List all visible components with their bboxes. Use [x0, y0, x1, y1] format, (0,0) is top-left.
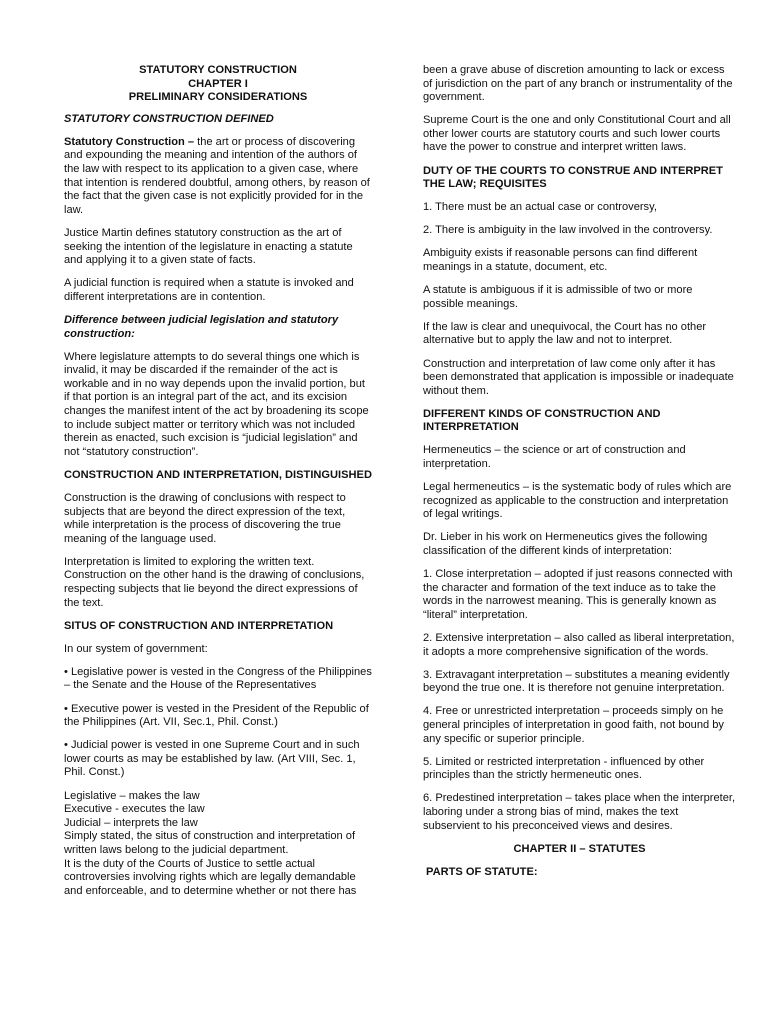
heading-parts-of-statute: PARTS OF STATUTE:: [426, 865, 538, 878]
line-executive: Executive - executes the law: [64, 803, 205, 816]
kind-6: 6. Predestined interpretation – takes place when the interpreter, laboring under a strong bias of mind, makes the text subservient to his preconceived views and desires.: [423, 792, 736, 832]
heading-situs: SITUS OF CONSTRUCTION AND INTERPRETATION: [64, 619, 334, 632]
kind-3: 3. Extravagant interpretation – substitutes a meaning evidently beyond the true one. It is therefore not genuine interpretation.: [423, 668, 730, 695]
line-judicial: Judicial – interprets the law: [64, 816, 198, 829]
kind-5: 5. Limited or restricted interpretation - influenced by other principles than the strictly hermeneutic ones.: [423, 755, 705, 782]
paragraph-legal-hermeneutics: Legal hermeneutics – is the systematic body of rules which are recognized as applicable to the construction and interpretation of legal writings.: [423, 481, 732, 521]
bullet-legislative: • Legislative power is vested in the Congress of the Philippines – the Senate and the House of the Representatives: [64, 665, 372, 692]
paragraph-simply-stated: Simply stated, the situs of construction and interpretation of written laws belong to the judicial department.: [64, 830, 356, 856]
kind-4: 4. Free or unrestricted interpretation – proceeds simply on he general principles of interpretation in good faith, not bound by any specific or superior principle.: [423, 705, 724, 745]
title-line-2: CHAPTER I: [188, 77, 248, 90]
heading-kinds: DIFFERENT KINDS OF CONSTRUCTION AND INTERPRETATION: [423, 407, 661, 434]
paragraph-duty-of-courts: It is the duty of the Courts of Justice to settle actual controversies involving rights which are legally demandable and enforceable, and to determine whether or not there has: [64, 857, 357, 897]
chapter-2-heading: CHAPTER II – STATUTES: [513, 842, 646, 855]
paragraph-judicial-function: A judicial function is required when a statute is invoked and different interpretations are in contention.: [64, 277, 354, 303]
kind-1: 1. Close interpretation – adopted if just reasons connected with the character and formation of the text induce as to take the words in the narrowest meaning. This is generally known as “literal” interpretation.: [423, 568, 733, 621]
paragraph-statute-ambiguous: A statute is ambiguous if it is admissible of two or more possible meanings.: [423, 284, 693, 310]
paragraph-justice-martin: Justice Martin defines statutory construction as the art of seeking the intention of the legislature in enacting a statute and applying it to a given state of facts.: [64, 226, 353, 267]
heading-statutory-construction-defined: STATUTORY CONSTRUCTION DEFINED: [64, 112, 274, 125]
requisite-2: 2. There is ambiguity in the law involved in the controversy.: [423, 224, 713, 237]
paragraph-hermeneutics: Hermeneutics – the science or art of construction and interpretation.: [423, 444, 686, 471]
requisite-1: 1. There must be an actual case or controversy,: [423, 201, 657, 214]
bullet-executive: • Executive power is vested in the President of the Republic of the Philippines (Art. VII, Sec.1, Phil. Const.): [64, 702, 369, 729]
heading-distinguished: CONSTRUCTION AND INTERPRETATION, DISTINGUISHED: [64, 468, 372, 481]
paragraph-construction-is: Construction is the drawing of conclusions with respect to subjects that are beyond the direct expression of the text, while interpretation is the process of discovering the true meaning of the language used.: [64, 491, 346, 545]
paragraph-difference: Where legislature attempts to do several things one which is invalid, it may be discarded if the remainder of the act is workable and in no way depends upon the invalid portion, but if that portion is an integral part of the act, and its excision changes the manifest intent of the act by broadening its scope to include subject matter or territory which was not included therein as enacted, such excision is “judicial legislation” and not “statutory construction”.: [64, 350, 369, 458]
paragraph-our-system: In our system of government:: [64, 642, 208, 655]
right-column: [423, 64, 736, 879]
paragraph-definition: [64, 136, 372, 218]
definition-term: Statutory Construction –: [64, 135, 195, 148]
definition-text: the art or process of discovering and expounding the meaning and intention of the authors of the law with respect to its application to a given case, where that intention is rendered doubtful, among others, by reason of the fact that the given case is not explicitly provided for in the law.: [64, 135, 370, 216]
paragraph-supreme-court: Supreme Court is the one and only Constitutional Court and all other lower courts are statutory courts and such lower courts have the power to construe and interpret written laws.: [423, 114, 731, 154]
paragraph-ambiguity-exists: Ambiguity exists if reasonable persons can find different meanings in a statute, document, etc.: [423, 247, 698, 274]
heading-duty-requisites: DUTY OF THE COURTS TO CONSTRUE AND INTERPRET THE LAW; REQUISITES: [423, 164, 723, 191]
bullet-judicial: • Judicial power is vested in one Supreme Court and in such lower courts as may be established by law. (Art VIII, Sec. 1, Phil. Const.): [64, 739, 360, 779]
title-line-3: PRELIMINARY CONSIDERATIONS: [128, 91, 308, 104]
title-line-1: STATUTORY CONSTRUCTION: [139, 64, 297, 76]
paragraph-come-only-after: Construction and interpretation of law come only after it has been demonstrated that application is impossible or inadequate without them.: [423, 357, 734, 397]
line-legislative: Legislative – makes the law: [64, 789, 200, 802]
paragraph-continuation: been a grave abuse of discretion amounting to lack or excess of jurisdiction on the part of any branch or instrumentality of the government.: [423, 64, 733, 104]
paragraph-clear-law: If the law is clear and unequivocal, the Court has no other alternative but to apply the law and not to interpret.: [423, 320, 707, 347]
paragraph-lieber: Dr. Lieber in his work on Hermeneutics gives the following classification of the different kinds of interpretation:: [423, 531, 708, 558]
paragraph-interpretation-limited: Interpretation is limited to exploring the written text. Construction on the other hand is the drawing of conclusions, respecting subjects that lie beyond the direct expressions of the text.: [64, 555, 365, 609]
document-title: [64, 64, 372, 105]
left-column: [64, 64, 372, 898]
heading-difference: Difference between judicial legislation and statutory construction:: [64, 313, 339, 340]
kind-2: 2. Extensive interpretation – also called as liberal interpretation, it adopts a more comprehensive signification of the words.: [423, 632, 735, 658]
